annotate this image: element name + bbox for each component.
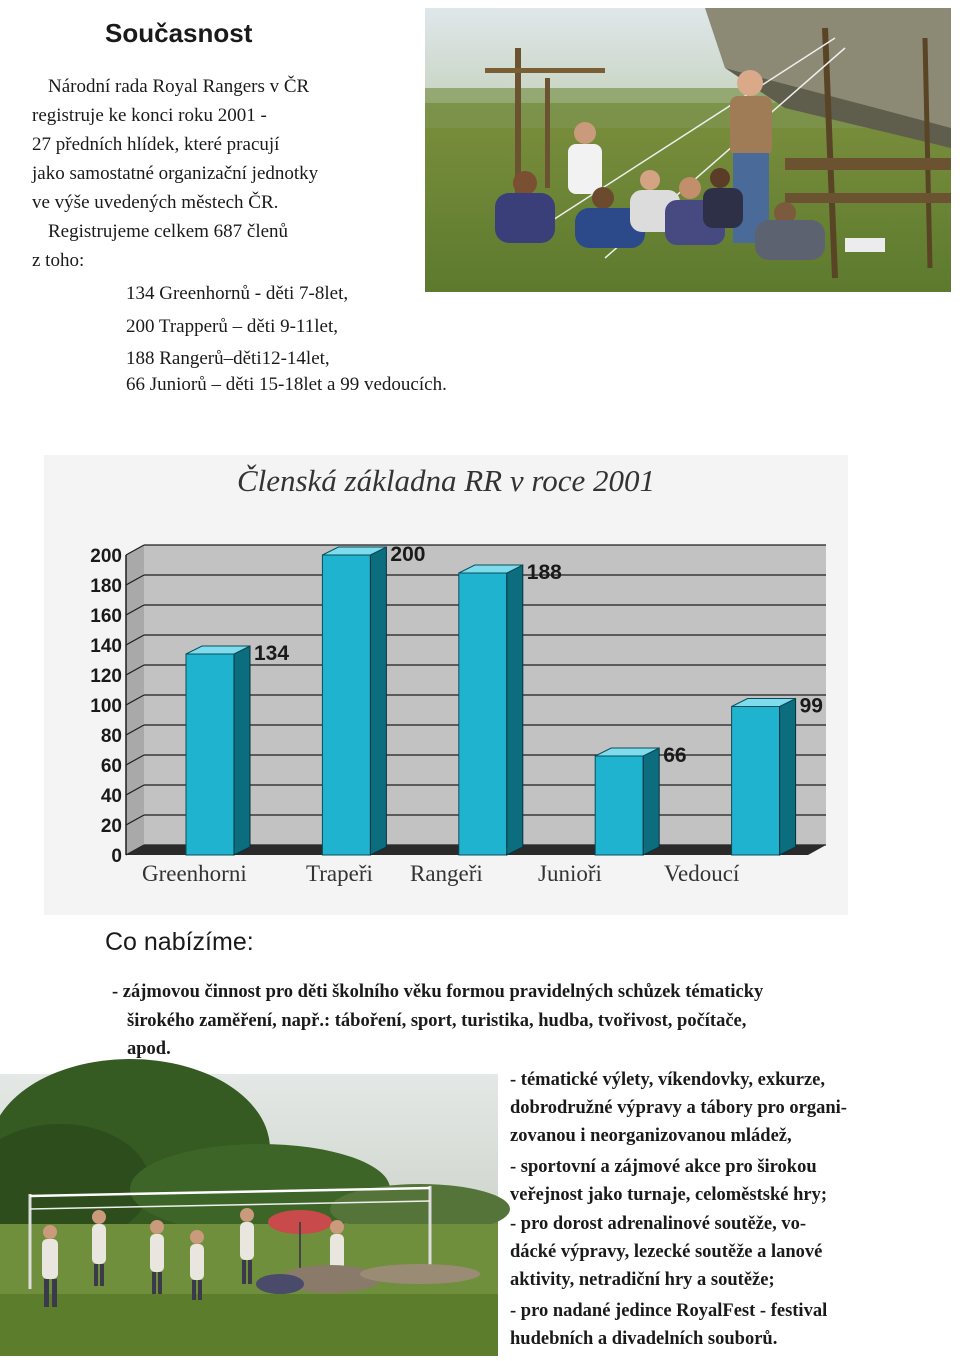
bar-front	[595, 756, 643, 855]
breakdown-line: 188 Rangerů–děti12-14let,	[126, 348, 330, 369]
bar-front	[732, 707, 780, 856]
bar-front	[322, 555, 370, 855]
bar-side	[507, 565, 523, 855]
offer-item-line: hudebních a divadelních souborů.	[510, 1329, 778, 1349]
present-line: z toho:	[32, 250, 85, 271]
present-line: Registrujeme celkem 687 členů	[48, 221, 289, 242]
bar-data-label: 99	[799, 694, 823, 718]
present-line: jako samostatné organizační jednotky	[32, 163, 319, 184]
bar-side	[234, 646, 250, 855]
offer-intro-line: apod.	[127, 1039, 171, 1059]
breakdown-line: 134 Greenhornů - děti 7-8let,	[126, 283, 349, 304]
offer-item-line: - pro nadané jedince RoyalFest - festival	[510, 1301, 828, 1321]
offer-item-line: - sportovní a zájmové akce pro širokou	[510, 1157, 817, 1177]
offer-item-line: veřejnost jako turnaje, celoměstské hry;	[510, 1185, 827, 1205]
x-category-label: Junioři	[538, 861, 602, 886]
y-tick-label: 120	[90, 666, 122, 687]
y-tick-label: 0	[111, 846, 122, 867]
offer-item-line: - pro dorost adrenalinové soutěže, vo-	[510, 1214, 806, 1234]
y-tick-label: 180	[90, 576, 122, 597]
bar-side	[643, 748, 659, 855]
y-tick-label: 200	[90, 546, 122, 567]
y-tick-label: 160	[90, 606, 122, 627]
chart-title: Členská základna RR v roce 2001	[236, 463, 656, 498]
offer-intro-line: širokého zaměření, např.: táboření, sport, turistika, hudba, tvořivost, počítače,	[127, 1011, 747, 1031]
y-tick-label: 20	[100, 816, 122, 837]
x-category-label: Greenhorni	[142, 861, 247, 886]
section-heading-present: Současnost	[105, 18, 253, 48]
present-line: 27 předních hlídek, které pracují	[32, 134, 280, 155]
x-category-label: Rangeři	[410, 861, 483, 886]
y-tick-label: 80	[100, 726, 122, 747]
offer-item-line: aktivity, netradiční hry a soutěže;	[510, 1270, 775, 1290]
offer-item-line: dácké výpravy, lezecké soutěže a lanové	[510, 1242, 823, 1262]
bar-side	[780, 699, 796, 856]
offer-intro-line: - zájmovou činnost pro děti školního věku formou pravidelných schůzek tématicky	[112, 982, 764, 1002]
bar-data-label: 66	[663, 744, 687, 767]
bar-front	[186, 654, 234, 855]
offer-item-line: dobrodružné výpravy a tábory pro organi-	[510, 1098, 847, 1118]
present-line: registruje ke konci roku 2001 -	[32, 105, 267, 126]
outdoor-games-photo	[0, 1074, 498, 1356]
chart-plot	[44, 455, 848, 867]
camp-workshop-photo	[425, 8, 951, 292]
bar-data-label: 200	[390, 543, 426, 566]
present-line: ve výše uvedených městech ČR.	[32, 192, 279, 213]
bar-data-label: 134	[254, 642, 290, 665]
membership-chart	[44, 455, 848, 915]
bar-data-label: 188	[526, 561, 562, 584]
present-line: Národní rada Royal Rangers v ČR	[48, 76, 310, 97]
y-tick-label: 60	[100, 756, 122, 777]
breakdown-line: 200 Trapperů – děti 9-11let,	[126, 316, 338, 337]
bar-side	[370, 547, 386, 855]
bar-front	[459, 573, 507, 855]
y-tick-label: 140	[90, 636, 122, 657]
y-tick-label: 40	[100, 786, 122, 807]
y-tick-label: 100	[90, 696, 122, 717]
offer-item-line: zovanou i neorganizovanou mládež,	[510, 1126, 792, 1146]
section-heading-offer: Co nabízíme:	[105, 928, 254, 956]
offer-item-line: - tématické výlety, víkendovky, exkurze,	[510, 1070, 825, 1090]
x-category-label: Trapeři	[306, 861, 373, 886]
breakdown-line: 66 Juniorů – děti 15-18let a 99 vedoucích.	[126, 374, 447, 395]
x-category-label: Vedoucí	[664, 861, 740, 886]
